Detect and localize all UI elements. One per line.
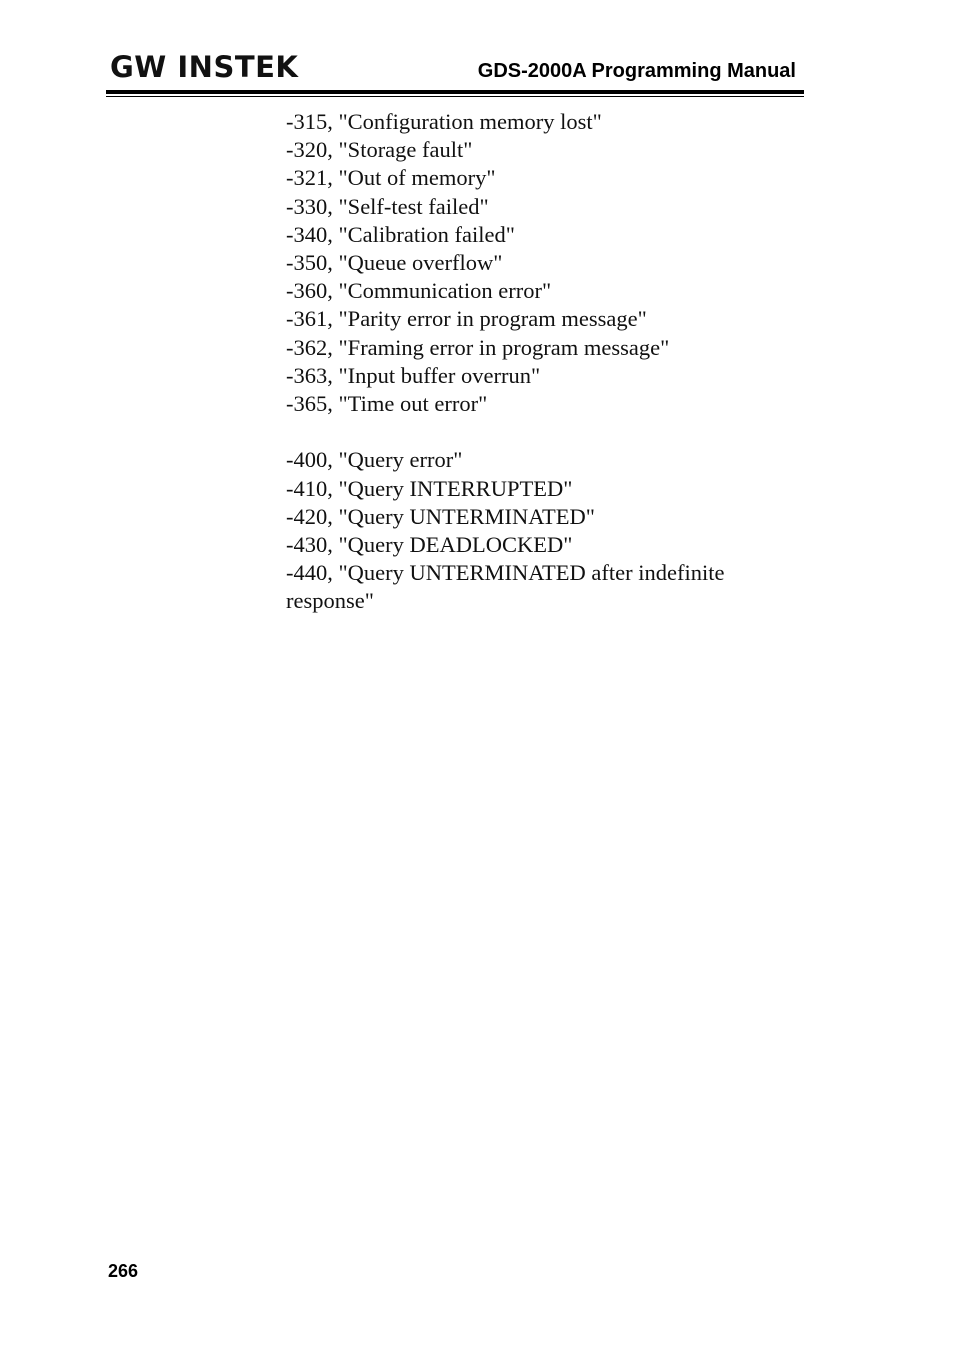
error-code-line: -440, "Query UNTERMINATED after indefinite response" xyxy=(286,560,725,614)
group-spacer xyxy=(286,418,786,446)
brand-logo-text: GW INSTEK xyxy=(110,50,299,84)
error-code-line: -350, "Queue overflow" xyxy=(286,250,503,276)
page-number: 266 xyxy=(108,1261,139,1281)
error-code-line: -365, "Time out error" xyxy=(286,391,488,417)
error-code-line: -315, "Configuration memory lost" xyxy=(286,109,602,134)
error-code-list xyxy=(286,108,786,616)
brand-logo xyxy=(110,52,298,82)
manual-title: GDS-2000A Programming Manual xyxy=(477,60,796,82)
error-code-line: -400, "Query error" xyxy=(286,447,463,473)
error-code-line: -362, "Framing error in program message" xyxy=(286,334,670,360)
error-code-line: -321, "Out of memory" xyxy=(286,165,496,191)
error-code-line: -330, "Self-test failed" xyxy=(286,193,489,219)
error-code-line: -410, "Query INTERRUPTED" xyxy=(286,475,573,501)
error-code-line: -430, "Query DEADLOCKED" xyxy=(286,532,573,558)
error-code-line: -363, "Input buffer overrun" xyxy=(286,362,541,388)
header-rule-thick xyxy=(106,90,804,94)
error-code-line: -360, "Communication error" xyxy=(286,278,552,304)
error-code-line: -361, "Parity error in program message" xyxy=(286,306,647,332)
error-code-line: -320, "Storage fault" xyxy=(286,137,473,163)
error-code-line: -420, "Query UNTERMINATED" xyxy=(286,503,595,529)
error-code-line: -340, "Calibration failed" xyxy=(286,221,515,247)
header-rule-thin xyxy=(106,96,804,98)
